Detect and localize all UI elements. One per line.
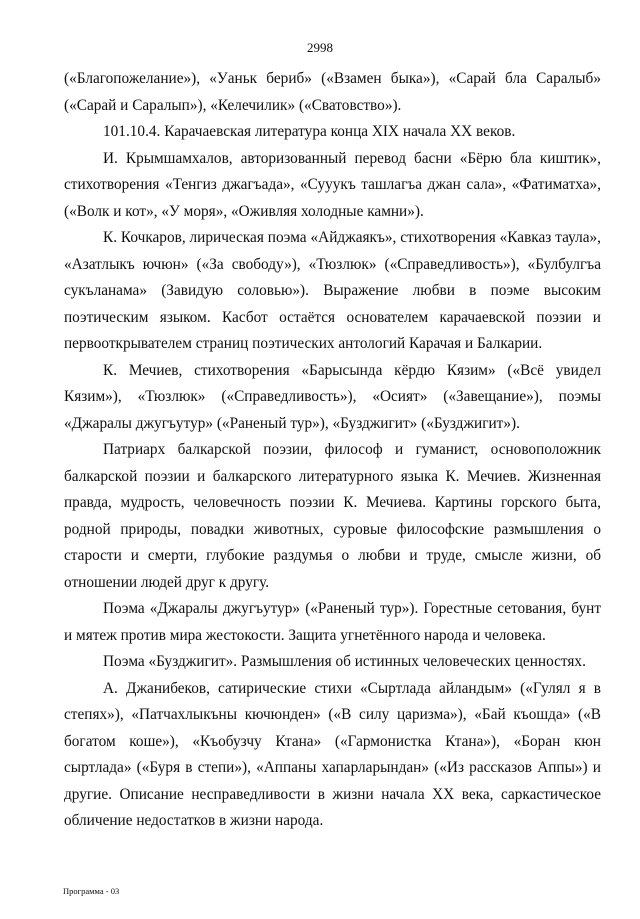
- document-body: [64, 66, 601, 835]
- footer-label: Программа - 03: [63, 886, 120, 896]
- paragraph-krymshamkhalov: И. Крымшамхалов, авторизованный перевод басни «Бёрю бла киштик», стихотворения «Тенгиз джагъада», «Сууукъ ташлагъа джан сала», «Фатиматха», («Волк и кот», «У моря», «Оживляя холодные камни»).: [64, 149, 601, 220]
- paragraph-continuation: («Благопожелание»), «Уаньк бериб» («Взамен быка»), «Сарай бла Саралыб» («Сарай и Саралып»), «Келечилик» («Сватовство»).: [64, 70, 601, 114]
- paragraph-dzhanibekov: А. Джанибеков, сатирические стихи «Сыртлада айландым» («Гулял я в степях»), «Патчахлыкъны кючюнден» («В силу царизма»), «Бай къошда» («В богатом коше»), «Къобузчу Ктана» («Гармонистка Ктана»), «Боран кюн сыртлада» («Буря в степи»), «Аппаны хапарларындан» («Из рассказов Аппы») и другие. Описание несправедливости в жизни начала XX века, саркастическое обличение недостатков в жизни народа.: [64, 679, 601, 829]
- paragraph-poem-wounded-tur: Поэма «Джаралы джугъутур» («Раненый тур»). Горестные сетования, бунт и мятеж против мира жестокости. Защита угнетённого народа и человека.: [64, 600, 601, 644]
- section-heading: 101.10.4. Карачаевская литература конца XIX начала XX веков.: [103, 123, 516, 140]
- page-number: 2998: [307, 40, 333, 55]
- paragraph-patriarch: Патриарх балкарской поэзии, философ и гуманист, основоположник балкарской поэзии и балкарского литературного языка К. Мечиев. Жизненная правда, мудрость, человечность поэзии К. Мечиева. Картины горского быта, родной природы, повадки животных, суровые философские размышления о старости и смерти, глубокие раздумья о любви и труде, смысле жизни, об отношении людей друг к другу.: [64, 441, 601, 591]
- paragraph-kochkarov: К. Кочкаров, лирическая поэма «Айджаякъ», стихотворения «Кавказ таула», «Азатлыкъ ючюн» («За свободу»), «Тюзлюк» («Справедливость»), «Булбулгъа сукъланама» (Завидую соловью»). Выражение любви в поэме высоким поэтическим языком. Касбот остаётся основателем карачаевской поэзии и первооткрывателем страниц поэтических антологий Карачая и Балкарии.: [64, 229, 601, 352]
- paragraph-poem-buzdzhigit: Поэма «Бузджигит». Размышления об истинных человеческих ценностях.: [103, 653, 586, 670]
- paragraph-mechiev: К. Мечиев, стихотворения «Барысында кёрдю Кязим» («Всё увидел Кязим»), «Тюзлюк» («Справедливость»), «Осият» («Завещание»), поэмы «Джаралы джугъутур» («Раненый тур»), «Бузджигит» («Бузджигит»).: [64, 361, 601, 432]
